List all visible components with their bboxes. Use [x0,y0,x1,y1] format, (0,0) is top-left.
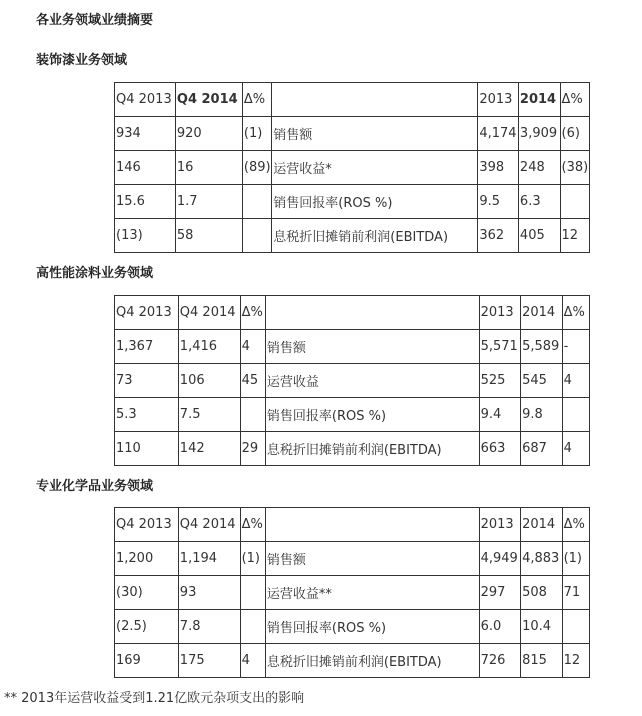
cell: 7.8 [178,610,240,644]
table-header-row [115,296,590,330]
table-row [115,398,590,432]
cell: 4 [240,644,265,678]
cell: 815 [521,644,563,678]
cell: 4 [240,330,265,364]
cell: 4 [562,432,589,466]
cell: 110 [115,432,179,466]
cell: 525 [479,364,521,398]
cell: 508 [521,576,563,610]
cell: 4,949 [479,542,521,576]
cell: 1,367 [115,330,179,364]
footnote: ** 2013年运营收益受到1.21亿欧元杂项支出的影响 [4,691,305,706]
cell: 9.8 [521,398,563,432]
cell: 58 [175,219,242,253]
header-q4-2014: Q4 2014 [178,296,240,330]
header-delta-quarter: Δ% [240,508,265,542]
header-label [272,83,478,117]
cell: 920 [175,117,242,151]
cell: 销售回报率(ROS %) [265,398,479,432]
cell: (6) [560,117,589,151]
cell: 10.4 [521,610,563,644]
cell: 93 [178,576,240,610]
table-row [115,185,590,219]
cell: 106 [178,364,240,398]
header-q4-2014: Q4 2014 [178,508,240,542]
table-row [115,151,590,185]
table-row [115,610,590,644]
cell: 726 [479,644,521,678]
cell [242,219,271,253]
cell: 息税折旧摊销前利润(EBITDA) [265,432,479,466]
cell: 3,909 [518,117,560,151]
header-2013: 2013 [479,296,521,330]
cell: 销售回报率(ROS %) [265,610,479,644]
cell: 12 [562,644,589,678]
cell: (89) [242,151,271,185]
table-row [115,432,590,466]
header-q4-2013: Q4 2013 [115,296,179,330]
header-2013: 2013 [479,508,521,542]
cell: 142 [178,432,240,466]
cell: 7.5 [178,398,240,432]
section-title-decorative-paints: 装饰漆业务领域 [36,53,128,68]
header-q4-2013: Q4 2013 [115,508,179,542]
cell: 运营收益* [272,151,478,185]
cell: 169 [115,644,179,678]
cell: 运营收益** [265,576,479,610]
cell: 9.4 [479,398,521,432]
cell: (38) [560,151,589,185]
cell: 45 [240,364,265,398]
cell [562,610,589,644]
header-delta-year: Δ% [562,296,589,330]
cell: (1) [562,542,589,576]
header-delta-quarter: Δ% [242,83,271,117]
section-title-specialty-chemicals: 专业化学品业务领域 [36,479,154,494]
cell: 6.3 [518,185,560,219]
decorative-paints-table [114,82,590,253]
cell: 71 [562,576,589,610]
cell: 16 [175,151,242,185]
cell [242,185,271,219]
page-title: 各业务领域业绩摘要 [36,13,154,28]
cell: 运营收益 [265,364,479,398]
header-2013: 2013 [478,83,519,117]
table-row [115,576,590,610]
cell [562,398,589,432]
header-delta-year: Δ% [560,83,589,117]
table-header-row [115,508,590,542]
cell: 934 [115,117,176,151]
cell: (13) [115,219,176,253]
table-row [115,117,590,151]
cell: 6.0 [479,610,521,644]
cell [240,576,265,610]
cell: 15.6 [115,185,176,219]
cell: 405 [518,219,560,253]
cell: (2.5) [115,610,179,644]
cell: 息税折旧摊销前利润(EBITDA) [265,644,479,678]
table-row [115,219,590,253]
performance-coatings-table [114,295,590,466]
cell: 12 [560,219,589,253]
cell: 146 [115,151,176,185]
cell: 29 [240,432,265,466]
table-header-row [115,83,590,117]
cell: 5,589 [521,330,563,364]
section-title-performance-coatings: 高性能涂料业务领域 [36,266,154,281]
header-delta-quarter: Δ% [240,296,265,330]
cell: 545 [521,364,563,398]
cell: 4,883 [521,542,563,576]
header-label [265,296,479,330]
table-row [115,542,590,576]
cell: 销售额 [272,117,478,151]
cell: 362 [478,219,519,253]
cell: 9.5 [478,185,519,219]
header-label [265,508,479,542]
header-2014: 2014 [518,83,560,117]
cell: 175 [178,644,240,678]
table-row [115,330,590,364]
cell: (1) [242,117,271,151]
cell: 398 [478,151,519,185]
header-q4-2014: Q4 2014 [175,83,242,117]
cell [560,185,589,219]
header-2014: 2014 [521,508,563,542]
header-2014: 2014 [521,296,563,330]
cell: 297 [479,576,521,610]
cell: (30) [115,576,179,610]
cell [240,398,265,432]
cell: 687 [521,432,563,466]
cell: 1,416 [178,330,240,364]
table-row [115,364,590,398]
cell: 销售回报率(ROS %) [272,185,478,219]
cell: 1.7 [175,185,242,219]
cell: 息税折旧摊销前利润(EBITDA) [272,219,478,253]
cell: - [562,330,589,364]
cell: 4 [562,364,589,398]
cell [240,610,265,644]
cell: 5.3 [115,398,179,432]
cell: 1,200 [115,542,179,576]
table-row [115,644,590,678]
specialty-chemicals-table [114,507,590,678]
cell: 4,174 [478,117,519,151]
cell: 663 [479,432,521,466]
cell: 销售额 [265,542,479,576]
header-delta-year: Δ% [562,508,589,542]
cell: 248 [518,151,560,185]
cell: 73 [115,364,179,398]
cell: 销售额 [265,330,479,364]
cell: 1,194 [178,542,240,576]
cell: (1) [240,542,265,576]
cell: 5,571 [479,330,521,364]
header-q4-2013: Q4 2013 [115,83,176,117]
